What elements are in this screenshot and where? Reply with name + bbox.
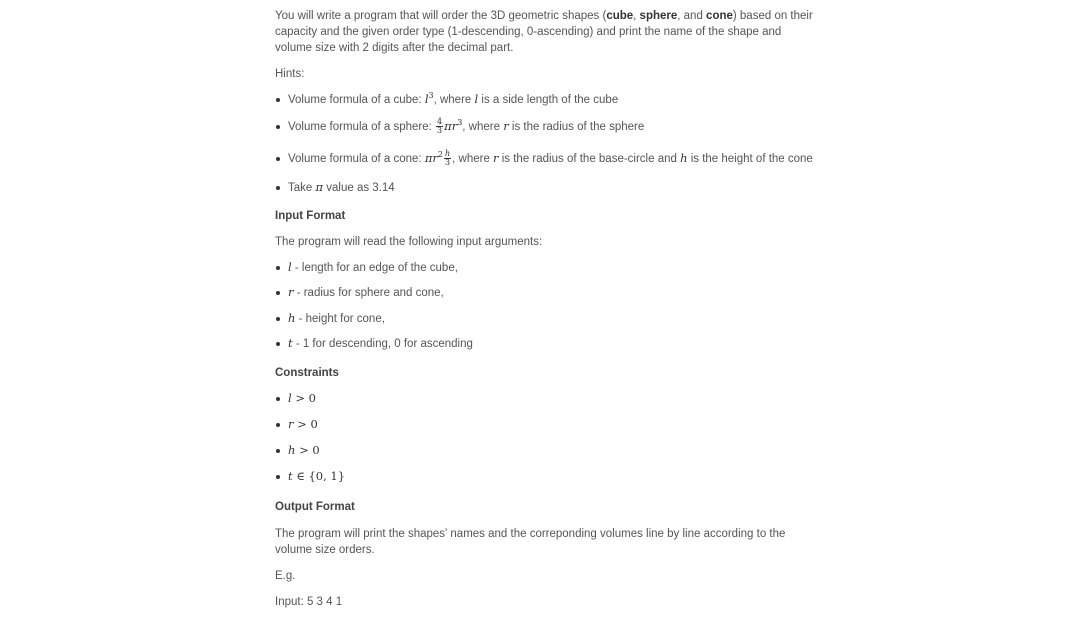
math-l: l [474,92,479,106]
math-exp: 3 [428,91,434,101]
math-r: r [432,151,438,165]
hint-cone-mid2: is the radius of the base-circle and [498,153,681,165]
constraints-list [275,390,820,485]
constraints-heading: Constraints [275,367,339,379]
frac-den: 3 [445,158,451,168]
math-exp: 3 [457,118,463,128]
constraint-rel: ∈ {0, 1} [292,469,346,483]
math-r: r [493,151,499,165]
problem-statement [275,8,820,620]
constraint-rel: > 0 [295,443,320,457]
math-l: l [288,391,292,405]
hint-cone [275,150,820,172]
constraint-r [275,416,820,433]
frac-num: 4 [437,117,443,127]
constraint-rel: > 0 [293,417,318,431]
intro-text-2: ) based on their capacity and the given order type (1-descending, 0-ascending) and print the name of the shape and volume size with 2 digits after the decimal part. [275,10,813,54]
math-l: l [424,92,429,106]
example-label: E.g. [275,570,296,582]
output-format-heading: Output Format [275,501,355,513]
math-pi: π [424,151,433,165]
constraint-h [275,442,820,459]
intro-sep-1: , [633,10,640,22]
constraint-rel: > 0 [291,391,316,405]
math-r: r [288,285,294,299]
hint-pi-suffix: value as 3.14 [323,182,395,194]
math-r: r [288,417,294,431]
keyword-cube: cube [606,10,634,22]
hint-cube-prefix: Volume formula of a cube: [288,94,425,106]
math-h: h [288,311,296,325]
input-arg-l [275,259,820,276]
input-arg-t [275,335,820,352]
math-r: r [503,119,509,133]
math-h: h [288,443,296,457]
input-format-heading: Input Format [275,210,346,222]
hint-cone-prefix: Volume formula of a cone: [288,153,425,165]
output-format-text: The program will print the shapes' names and the correponding volumes line by line according to the volume size orders. [275,528,786,556]
math-exp: 2 [437,150,443,160]
hints-label: Hints: [275,68,305,80]
hints-list [275,91,820,196]
intro-sep-2: , and [677,10,707,22]
hint-pi [275,179,820,196]
math-h: h [680,151,688,165]
example-input: Input: 5 3 4 1 [275,596,343,608]
intro-paragraph [275,8,820,56]
math-l: l [288,260,292,274]
hint-sphere-suffix: is the radius of the sphere [508,121,645,133]
input-arg-r [275,284,820,301]
fraction-four-thirds [436,118,443,135]
hint-cone-suffix: is the height of the cone [687,153,813,165]
input-arguments-list [275,259,820,352]
hint-pi-prefix: Take [288,182,316,194]
constraint-t [275,468,820,485]
keyword-sphere: sphere [639,10,678,22]
math-r: r [451,119,458,133]
hint-cone-mid: , where [452,153,494,165]
hint-cube-mid: , where [433,94,475,106]
keyword-cone: cone [706,10,733,22]
math-t: t [288,469,293,483]
input-arg-text: - length for an edge of the cube, [291,262,458,274]
hint-cube-suffix: is a side length of the cube [478,94,619,106]
intro-text-1: You will write a program that will order the 3D geometric shapes ( [275,10,607,22]
hint-sphere [275,118,820,140]
input-arg-text: - height for cone, [295,313,385,325]
frac-den: 3 [437,126,443,136]
constraint-l [275,390,820,407]
input-arg-h [275,310,820,327]
hint-sphere-mid: , where [462,121,504,133]
hint-sphere-prefix: Volume formula of a sphere: [288,121,436,133]
input-format-intro: The program will read the following input arguments: [275,236,543,248]
fraction-h-thirds [444,150,451,167]
input-arg-text: - 1 for descending, 0 for ascending [292,338,473,350]
math-pi: π [315,180,324,194]
math-t: t [288,336,293,350]
hint-cube [275,91,820,109]
input-arg-text: - radius for sphere and cone, [293,287,444,299]
math-pi: π [444,119,452,133]
frac-num: h [444,149,451,159]
